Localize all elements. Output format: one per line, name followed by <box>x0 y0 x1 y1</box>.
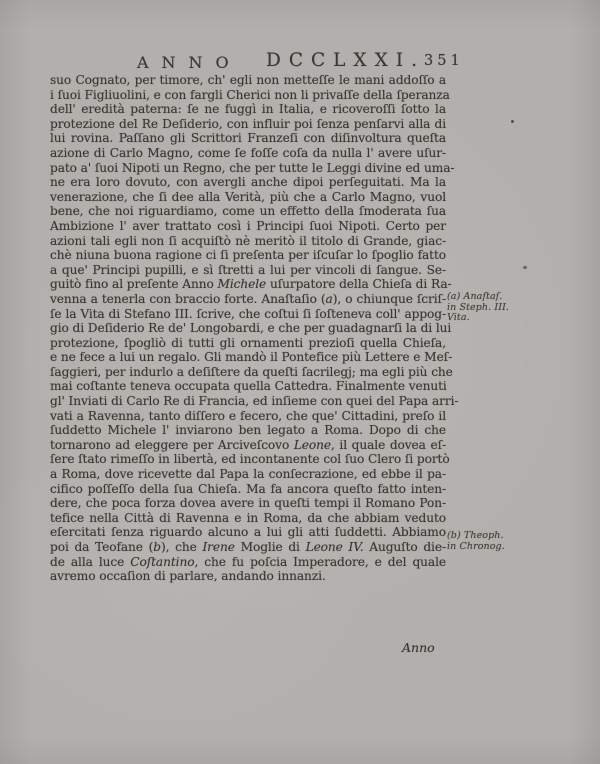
text-line: gio di Deſiderio Re de' Longobardi, e che per guadagnarſi la di lui <box>50 321 452 336</box>
text-line: de alla luce Coſtantino, che fu poſcia Imperadore, e del quale <box>50 554 446 569</box>
text-line: ſere ſtato rimeſſo in libertà, ed incontanente col ſuo Clero ſi portò <box>50 452 450 467</box>
text-line: venna a tenerla con braccio forte. Anaſtaſio (a), o chiunque ſcriſ- <box>50 291 446 306</box>
text-line: guitò fino al preſente Anno Michele uſurpatore della Chieſa di Ra- <box>50 277 452 292</box>
text-line: poi da Teofane (b), che Irene Moglie di Leone IV. Auguſto die- <box>50 540 446 554</box>
margin-note-b <box>447 531 525 552</box>
text-line: ſaggieri, per indurlo a deſiſtere da queſti ſacrilegj; ma egli più che <box>50 364 453 379</box>
text-line: lui rovina. Paſſano gli Scrittori Franzeſi con diſinvoltura queſta <box>50 131 446 146</box>
margin-note-line: in Steph. III. <box>447 301 510 313</box>
text-line: protezione del Re Deſiderio, con influir poi ſenza penſarvi alla di <box>50 116 446 131</box>
text-line: bene, che noi riguardiamo, come un effetto della ſmoderata ſua <box>50 204 446 219</box>
catchword: Anno <box>402 640 435 655</box>
text-line: i ſuoi Figliuolini, e con fargli Cherici non li privaſſe della ſperanza <box>50 87 450 102</box>
text-line: a Roma, dove ricevette dal Papa la conſecrazione, ed ebbe il pa- <box>50 467 446 482</box>
text-line: mai coſtante teneva occupata quella Cattedra. Finalmente venuti <box>50 379 447 394</box>
header-year: DCCLXXI. <box>266 50 425 71</box>
header-era-label: ANNO <box>137 53 242 72</box>
text-line: vati a Ravenna, tanto diſſero e fecero, che que' Cittadini, preſo il <box>50 408 446 423</box>
text-line: venerazione, che ſi dee alla Verità, più che a Carlo Magno, vuol <box>50 189 446 204</box>
text-line: tefice nella Città di Ravenna e in Roma, da che abbiam veduto <box>50 510 446 525</box>
text-line: suo Cognato, per timore, ch' egli non metteſſe le mani addoſſo a <box>50 73 446 87</box>
text-line: ne era loro dovuto, con avergli anche dipoi perſeguitati. Ma la <box>50 175 446 190</box>
text-line: ſuddetto Michele l' inviarono ben legato a Roma. Dopo di che <box>50 423 446 438</box>
margin-note-line: in Chronog. <box>447 540 505 552</box>
text-line: Ambizione l' aver trattato così i Principi ſuoi Nipoti. Certo per <box>50 218 446 233</box>
text-line: azioni tali egli non ſi acquiſtò nè meritò il titolo di Grande, giac- <box>50 233 446 248</box>
page-number: 351 <box>424 53 464 69</box>
text-line: pato a' ſuoi Nipoti un Regno, che per tutte le Leggi divine ed uma- <box>50 160 455 175</box>
scan-speck <box>523 266 527 269</box>
text-line: e ne fece a lui un regalo. Gli mandò il Pontefice più Lettere e Meſ- <box>50 350 453 365</box>
margin-note-line: (b) Theoph. <box>447 530 504 541</box>
text-line: avremo occaſion di parlare, andando innanzi. <box>50 569 326 584</box>
margin-note-a <box>447 292 525 324</box>
margin-note-line: Vita. <box>447 312 470 324</box>
text-line: a que' Principi pupilli, e sì ſtretti a lui per vincoli di ſangue. Se- <box>50 262 446 277</box>
text-line: eſercitati ſenza riguardo alcuno a lui gli atti ſuddetti. Abbiamo <box>50 525 446 540</box>
text-line: dere, che poca forza dovea avere in queſti tempi il Romano Pon- <box>50 496 446 511</box>
text-line: protezione, ſpogliò di tutti gli ornamenti prezioſi quella Chieſa, <box>50 335 446 350</box>
text-line: cifico poſſeſſo della ſua Chieſa. Ma fa ancora queſto fatto inten- <box>50 481 446 496</box>
text-line: azione di Carlo Magno, come ſe foſſe coſa da nulla l' avere uſur- <box>50 145 446 160</box>
text-line: chè niuna buona ragione ci ſi preſenta per iſcuſar lo ſpoglio fatto <box>50 248 446 263</box>
text-line: dell' eredità paterna: ſe ne fuggì in Italia, e ricoveroſſi ſotto la <box>50 102 446 117</box>
text-line: ſe la Vita di Stefano III. ſcrive, che coſtui ſi ſoſteneva coll' appog- <box>50 306 446 321</box>
margin-note-line: (a) Anaſtaſ. <box>447 291 503 302</box>
scan-speck <box>511 120 514 123</box>
body-text <box>50 73 459 584</box>
text-line: gl' Inviati di Carlo Re di Francia, ed inſieme con quei del Papa arri- <box>50 394 459 409</box>
text-line: tornarono ad eleggere per Arciveſcovo Leone, il quale dovea eſ- <box>50 437 446 452</box>
